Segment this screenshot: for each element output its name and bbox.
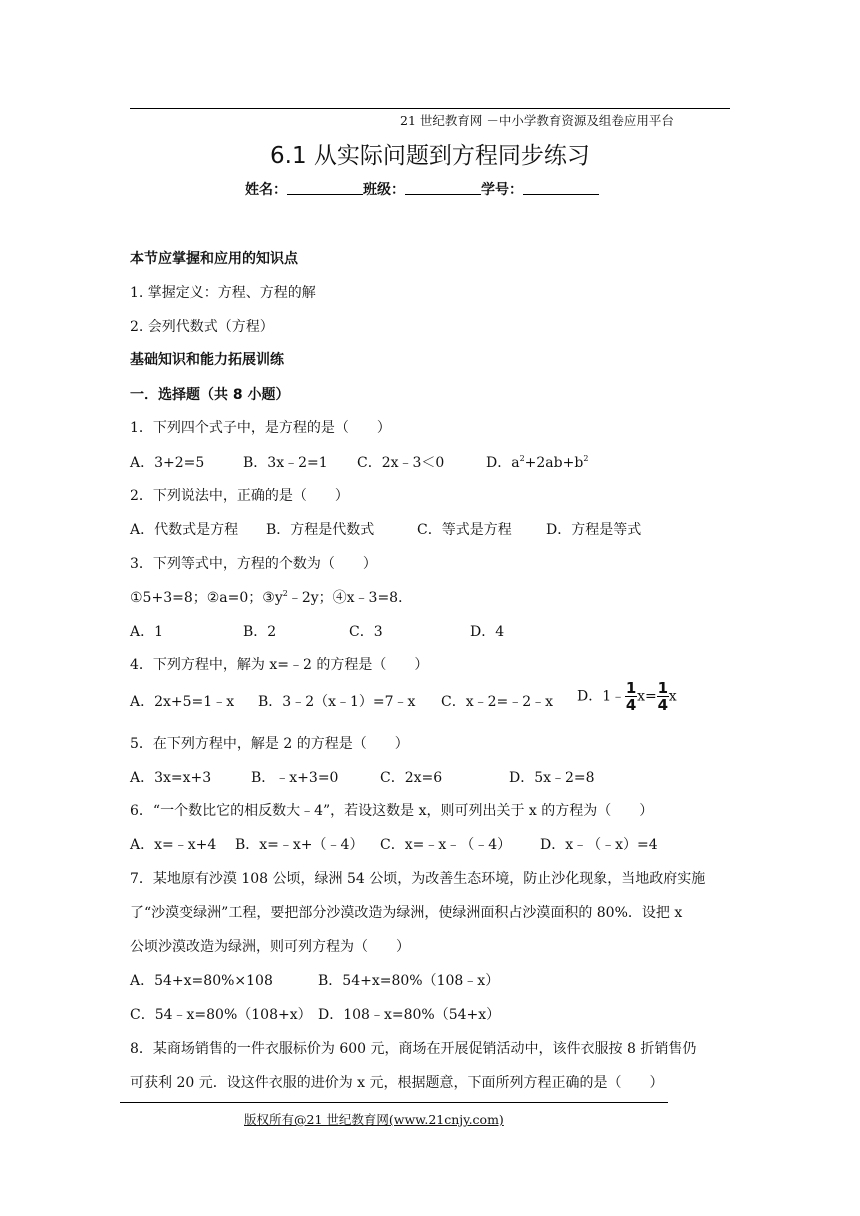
option-a: A．1	[130, 624, 164, 640]
option-b: B．3x﹣2=1	[243, 455, 328, 471]
page-title: 6.1 从实际问题到方程同步练习	[270, 143, 590, 169]
option-c: C．2x﹣3＜0	[357, 455, 445, 471]
question-3-stem: 3．下列等式中，方程的个数为（ ）	[130, 556, 377, 572]
question-7-stem-line: 7．某地原有沙漠 108 公顷，绿洲 54 公顷，为改善生态环境，防止沙化现象，当地政府实施	[130, 871, 706, 887]
option-d: D．x﹣（﹣x）=4	[540, 837, 658, 853]
option-c: C．3	[349, 624, 383, 640]
option-b: B．2	[243, 624, 277, 640]
question-7-stem-line: 公顷沙漠改造为绿洲，则可列方程为（ ）	[130, 939, 410, 955]
option-d: D．108﹣x=80%（54+x）	[318, 1007, 501, 1023]
training-heading: 基础知识和能力拓展训练	[130, 352, 284, 368]
option-c: C．2x=6	[380, 770, 443, 786]
question-8-stem-line: 可获利 20 元．设这件衣服的进价为 x 元，根据题意，下面所列方程正确的是（ ）	[130, 1075, 664, 1091]
option-c: C．54﹣x=80%（108+x）	[130, 1007, 312, 1023]
question-4-stem: 4．下列方程中，解为 x=﹣2 的方程是（ ）	[130, 657, 429, 673]
option-d: D．1﹣ $\frac{1}{4}$ x= $\frac{1}{4}$ x	[577, 679, 677, 714]
option-b: B．方程是代数式	[266, 522, 375, 538]
question-3-equations: ①5+3=8；②a=0；$③y^2﹣2y$；④x﹣3=8．	[130, 589, 413, 606]
fraction-one-quarter: $\frac{1}{4}$	[625, 679, 637, 714]
question-8-stem-line: 8．某商场销售的一件衣服标价为 600 元，商场在开展促销活动中，该件衣服按 8 折销售仍	[130, 1041, 697, 1057]
section-heading: 一．选择题（共 8 小题）	[130, 387, 290, 403]
knowledge-item: 1. 掌握定义：方程、方程的解	[130, 285, 316, 301]
option-c: C．x=﹣x﹣（﹣4）	[380, 837, 512, 853]
option-b: B．54+x=80%（108﹣x）	[318, 973, 500, 989]
option-c: C．等式是方程	[417, 522, 512, 538]
option-c: C．x﹣2=﹣2﹣x	[441, 694, 554, 710]
option-b: B．3﹣2（x﹣1）=7﹣x	[258, 694, 416, 710]
id-label: 学号：	[481, 182, 523, 198]
option-d: D．方程是等式	[546, 522, 642, 538]
footer-copyright[interactable]: 版权所有@21 世纪教育网(www.21cnjy.com)	[244, 1112, 504, 1127]
question-6-stem: 6．“一个数比它的相反数大﹣4”，若设这数是 x，则可列出关于 x 的方程为（ ）	[130, 803, 654, 819]
option-a: A．3+2=5	[130, 455, 205, 471]
header-site: 21 世纪教育网 －中小学教育资源及组卷应用平台	[400, 113, 674, 128]
footer-rule	[120, 1102, 668, 1103]
question-5-stem: 5．在下列方程中，解是 2 的方程是（ ）	[130, 736, 409, 752]
class-blank	[405, 181, 481, 195]
fraction-one-quarter: $\frac{1}{4}$	[657, 679, 668, 714]
knowledge-heading: 本节应掌握和应用的知识点	[130, 251, 298, 267]
option-a: A．代数式是方程	[130, 522, 239, 538]
header-rule	[130, 108, 730, 109]
name-blank	[287, 181, 363, 195]
knowledge-item: 2. 会列代数式（方程）	[130, 319, 274, 335]
option-d: D．5x﹣2=8	[509, 770, 595, 786]
question-1-stem: 1．下列四个式子中，是方程的是（ ）	[130, 420, 391, 436]
option-a: A．3x=x+3	[130, 770, 212, 786]
option-d: D．4	[470, 624, 505, 640]
option-b: B．x=﹣x+（﹣4）	[235, 837, 364, 853]
option-a: A．x=﹣x+4	[130, 837, 217, 853]
question-7-stem-line: 了“沙漠变绿洲”工程，要把部分沙漠改造为绿洲，使绿洲面积占沙漠面积的 80%．设把 x	[130, 905, 683, 921]
option-d: D．$a^2+2ab+b^2$	[486, 454, 589, 471]
option-a: A．2x+5=1﹣x	[130, 694, 235, 710]
name-label: 姓名：	[245, 182, 287, 198]
option-a: A．54+x=80%×108	[130, 973, 273, 989]
option-b: B．﹣x+3=0	[251, 770, 339, 786]
question-2-stem: 2．下列说法中，正确的是（ ）	[130, 488, 349, 504]
id-blank	[523, 181, 599, 195]
class-label: 班级：	[363, 182, 405, 198]
student-info	[245, 179, 599, 199]
